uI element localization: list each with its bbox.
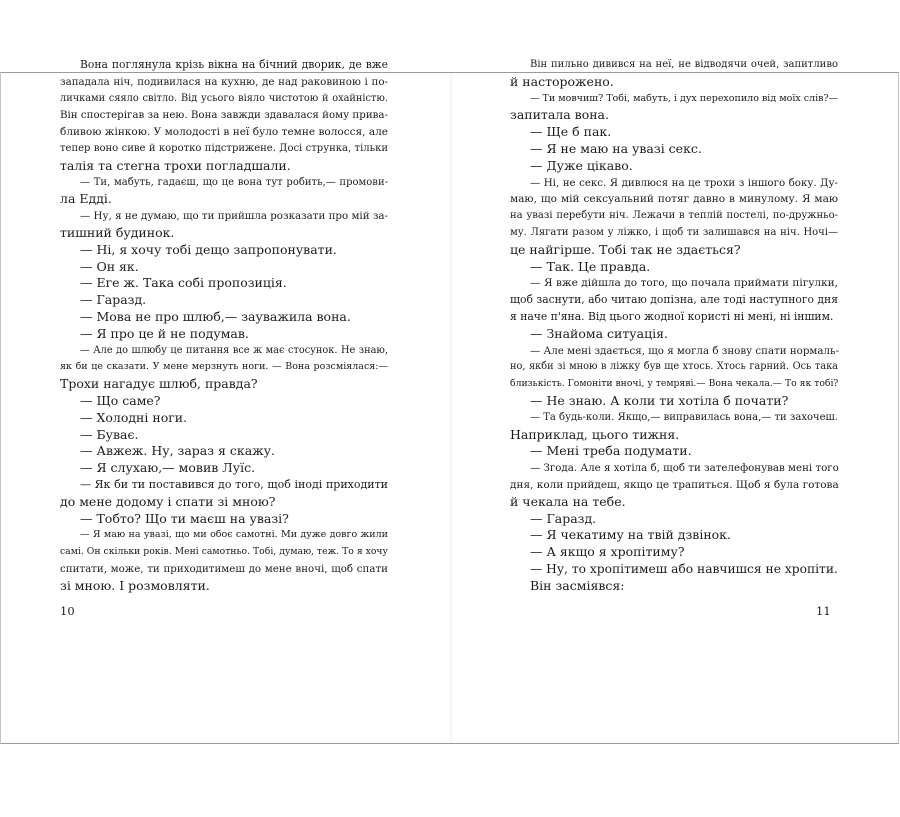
text-line: — А якщо я хропітиму? [530, 544, 685, 560]
text-line: — Я не маю на увазі секс. [530, 140, 702, 156]
text-line: — Мова не про шлюб,— зауважила вона. [80, 308, 351, 324]
right-page [510, 57, 838, 595]
text-line: — Ще б пак. [530, 124, 612, 140]
text-line: — Так. Це правда. [530, 258, 651, 274]
text-line: до мене додому і спати зі мною? [60, 493, 276, 509]
text-line: — Ну, то хропітимеш або навчишся не хропіти. [530, 561, 838, 576]
text-line: й насторожено. [510, 73, 614, 89]
text-line: я наче п'яна. Від цього жодної користі ні мені, ні іншим. [510, 309, 834, 323]
text-line: й чекала на тебе. [510, 493, 626, 509]
text-line: — Тобто? Що ти маєш на увазі? [80, 510, 289, 526]
text-line: му. Лягати разом у ліжко, і щоб ти залишався на ніч. Ночі— [510, 226, 838, 238]
text-line: самі. Он скільки років. Мені самотньо. Тобі, думаю, теж. То я хочу [60, 546, 388, 558]
text-line: — Знайома ситуація. [530, 325, 669, 341]
text-line: Він засміявся: [530, 577, 625, 593]
text-line: Наприклад, цього тижня. [510, 426, 680, 442]
text-line: тишний будинок. [60, 224, 175, 240]
text-line: маю, що мій сексуальний потяг давно в минулому. Я маю [510, 193, 838, 206]
text-line: Трохи нагадує шлюб, правда? [60, 376, 258, 392]
text-line: — Я вже дійшла до того, що почала приймати пігулки, [530, 277, 838, 290]
text-line: тепер воно сиве й коротко підстрижене. Досі струнка, тільки [60, 142, 388, 154]
text-line: личками сяяло світло. Від усього віяло чистотою й охайністю. [60, 92, 388, 104]
text-line: — Ну, я не думаю, що ти прийшла розказати про мій за- [80, 210, 388, 223]
text-line: — Згода. Але я хотіла б, щоб ти зателефонував мені того [530, 462, 839, 475]
text-line: щоб заснути, або читаю допізна, але тоді наступного дня [510, 293, 838, 307]
text-line: спитати, може, ти приходитимеш до мене вночі, щоб спати [60, 562, 388, 575]
text-line: зі мною. І розмовляти. [60, 577, 210, 593]
text-line: — Дуже цікаво. [530, 157, 633, 173]
left-page-number: 10 [60, 604, 75, 618]
text-line: — Гаразд. [530, 510, 597, 526]
text-line: — Гаразд. [80, 292, 147, 308]
text-line: — Та будь-коли. Якщо,— виправилась вона,— ти захочеш. [530, 411, 838, 423]
text-line: це найгірше. Тобі так не здається? [510, 241, 741, 257]
text-line: — Ти, мабуть, гадаєш, що це вона тут робить,— промови- [80, 176, 388, 188]
text-line: дня, коли прийдеш, якщо це трапиться. Щоб я була готова [510, 478, 839, 491]
text-line: — Але мені здається, що я могла б знову спати нормаль- [530, 344, 840, 357]
text-line: — Буває. [80, 426, 139, 442]
text-line: Він спостерігав за нею. Вона завжди здавалася йому прива- [60, 109, 388, 122]
text-line: близькість. Гомоніти вночі, у темряві.— Вона чекала.— То як тобі? [510, 378, 839, 390]
text-line: Він пильно дивився на неї, не відводячи очей, запитливо [530, 59, 838, 70]
text-line: бливою жінкою. У молодості в неї було темне волосся, але [60, 126, 388, 139]
book-gutter [450, 73, 452, 743]
text-line: — Я про це й не подумав. [80, 325, 249, 341]
right-page-number: 11 [816, 604, 831, 618]
left-page-text [60, 57, 388, 595]
text-line: як би це сказати. У мене мерзнуть ноги. — Вона розсміялася:— [60, 361, 388, 373]
text-line: — Я слухаю,— мовив Луїс. [80, 460, 256, 476]
text-line: западала ніч, подивилася на кухню, де над раковиною і по- [60, 75, 388, 88]
text-line: но, якби зі мною в ліжку був ще хтось. Хтось гарний. Ось така [510, 361, 838, 373]
text-line: Вона поглянула крізь вікна на бічний дворик, де вже [80, 58, 388, 71]
text-line: — Як би ти поставився до того, щоб іноді приходити [80, 477, 388, 491]
text-line: на увазі перебути ніч. Лежачи в теплій постелі, по-дружньо- [510, 210, 838, 222]
text-line: — Не знаю. А коли ти хотіла б почати? [530, 392, 789, 408]
text-line: — Я чекатиму на твій дзвінок. [530, 527, 731, 543]
text-line: — Ти мовчиш? Тобі, мабуть, і дух перехопило від моїх слів?— [530, 92, 839, 104]
text-line: — Он як. [80, 258, 139, 274]
text-line: — Але до шлюбу це питання все ж має стосунок. Не знаю, [80, 344, 388, 356]
text-line: — Ні, я хочу тобі дещо запропонувати. [80, 241, 337, 257]
text-line: — Мені треба подумати. [530, 443, 692, 459]
text-line: запитала вона. [510, 107, 609, 123]
text-line: — Я маю на увазі, що ми обоє самотні. Ми дуже довго жили [80, 529, 388, 541]
text-line: — Ні, не секс. Я дивлюся на це трохи з іншого боку. Ду- [530, 176, 838, 189]
left-page [60, 57, 388, 595]
text-line: — Авжеж. Ну, зараз я скажу. [80, 443, 275, 459]
right-page-text [510, 57, 838, 595]
text-line: — Еге ж. Така собі пропозиція. [80, 275, 287, 291]
text-line: ла Едді. [60, 191, 112, 207]
text-line: — Що саме? [80, 392, 161, 408]
text-line: талія та стегна трохи погладшали. [60, 157, 291, 173]
text-line: — Холодні ноги. [80, 409, 188, 425]
